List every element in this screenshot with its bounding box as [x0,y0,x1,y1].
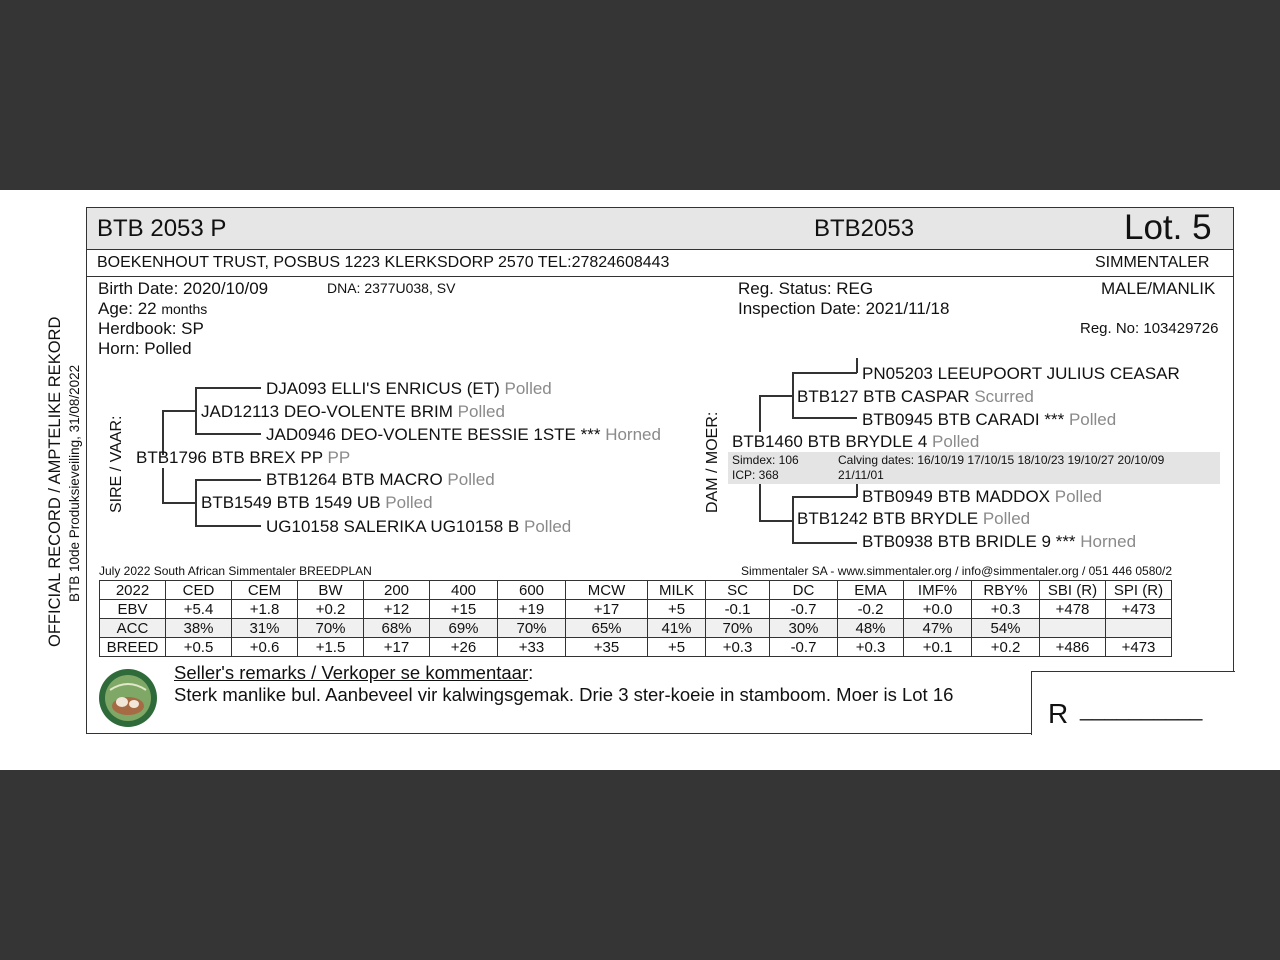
ebv-row [100,619,1172,638]
ss-trait: Polled [457,402,505,421]
ebv-table [99,580,1172,657]
dds-trait: Polled [1054,487,1103,506]
auction-label: BTB 10de Produksieveiling, 31/08/2022 [67,364,82,602]
pedigree-dds [862,487,1102,507]
ddd-name: BTB0938 BTB BRIDLE 9 *** [862,532,1076,551]
pedigree-dss [862,364,1180,384]
remarks-text: Sterk manlike bul. Aanbeveel vir kalwingsgemak. Drie 3 ster-koeie in stamboom. Moer is Lot 16 [174,684,954,705]
ebv-cell: 69% [430,619,498,638]
ebv-cell: +1.5 [298,638,364,657]
breed-name: SIMMENTALER [1095,254,1210,271]
ebv-header-cell: EMA [838,581,904,600]
card-header [87,208,1233,250]
ebv-header-cell: DC [770,581,838,600]
dsd-name: BTB0945 BTB CARADI *** [862,410,1065,429]
pedigree-sd [201,493,433,513]
dds-name: BTB0949 BTB MADDOX [862,487,1051,506]
ebv-cell: +0.3 [972,600,1040,619]
sdd-name: UG10158 SALERIKA UG10158 B [266,517,520,536]
ebv-cell: +17 [364,638,430,657]
ebv-cell: -0.2 [838,600,904,619]
animal-name: BTB 2053 P [97,215,227,242]
calving-dates-cont: 21/11/01 [838,468,884,482]
inspection-date: Inspection Date: 2021/11/18 [738,299,950,318]
ebv-header-cell: SC [706,581,770,600]
sd-name: BTB1549 BTB 1549 UB [201,493,381,512]
ebv-cell: +5 [648,638,706,657]
ebv-cell: 70% [498,619,566,638]
ssd-name: JAD0946 DEO-VOLENTE BESSIE 1STE *** [266,425,601,444]
pedigree-ssd [266,425,661,445]
ebv-header-cell: 600 [498,581,566,600]
animal-id: BTB2053 [814,215,915,242]
ebv-header-cell: CED [166,581,232,600]
ebv-cell [1106,619,1172,638]
sire-name: BTB1796 BTB BREX PP [136,448,323,467]
ebv-cell: -0.1 [706,600,770,619]
ebv-cell: +473 [1106,638,1172,657]
sd-trait: Polled [385,493,433,512]
ebv-cell: 65% [566,619,648,638]
breedplan-source: July 2022 South African Simmentaler BREEDPLAN [99,564,372,578]
ebv-cell: +19 [498,600,566,619]
age-unit: months [161,301,208,317]
age [98,299,207,319]
ebv-cell: 38% [166,619,232,638]
sdd-trait: Polled [524,517,572,536]
ebv-cell: 47% [904,619,972,638]
ds-trait: Scurred [974,387,1034,406]
lot-number: Lot. 5 [1124,208,1212,247]
pedigree-ss [201,402,505,422]
ebv-cell: +473 [1106,600,1172,619]
ebv-cell: +0.3 [838,638,904,657]
ebv-cell: +0.2 [298,600,364,619]
ebv-cell: +1.8 [232,600,298,619]
horn-status: Horn: Polled [98,339,192,358]
ebv-row-label: BREED [100,638,166,657]
ebv-row-label: ACC [100,619,166,638]
ebv-header-cell: SBI (R) [1040,581,1106,600]
ebv-cell: +5 [648,600,706,619]
pedigree-sss [266,379,552,399]
catalogue-sheet [0,190,1280,770]
dam-trait: Polled [932,432,980,451]
ebv-cell: 30% [770,619,838,638]
pedigree-ds [797,387,1034,407]
ds-name: BTB127 BTB CASPAR [797,387,970,406]
ebv-cell: 54% [972,619,1040,638]
pedigree-dsd [862,410,1116,430]
icp: ICP: 368 [732,468,779,482]
ebv-cell: +0.0 [904,600,972,619]
ebv-cell: 31% [232,619,298,638]
pedigree-ddd [862,532,1136,552]
remarks-heading [174,662,533,684]
ebv-row [100,638,1172,657]
ebv-header-cell: SPI (R) [1106,581,1172,600]
sds-name: BTB1264 BTB MACRO [266,470,443,489]
ebv-row [100,600,1172,619]
calving-dates: Calving dates: 16/10/19 17/10/15 18/10/23 19/10/27 20/10/09 [838,453,1165,467]
ebv-cell: 70% [706,619,770,638]
ebv-header-row [100,581,1172,600]
ebv-cell: +486 [1040,638,1106,657]
dam-name: BTB1460 BTB BRYDLE 4 [732,432,928,451]
ebv-cell: 70% [298,619,364,638]
ebv-cell: +12 [364,600,430,619]
ebv-cell: +5.4 [166,600,232,619]
sex: MALE/MANLIK [1101,279,1216,298]
sds-trait: Polled [447,470,495,489]
society-logo [98,668,158,728]
ebv-header-cell: 400 [430,581,498,600]
ebv-cell: +17 [566,600,648,619]
ss-name: JAD12113 DEO-VOLENTE BRIM [201,402,453,421]
ebv-header-cell: BW [298,581,364,600]
pedigree-sdd [266,517,571,537]
ebv-cell: +0.2 [972,638,1040,657]
remarks-heading-text: Seller's remarks / Verkoper se kommentaar [174,662,529,683]
ebv-cell: 48% [838,619,904,638]
ebv-header-cell: 200 [364,581,430,600]
reg-number: Reg. No: 103429726 [1080,320,1219,337]
ebv-header-cell: CEM [232,581,298,600]
ebv-cell: +15 [430,600,498,619]
ssd-trait: Horned [605,425,661,444]
ebv-cell: +0.1 [904,638,972,657]
price-currency: R [1048,698,1069,729]
price-field[interactable]: __________ [1080,696,1203,721]
ebv-header-cell: 2022 [100,581,166,600]
sire-label: SIRE / VAAR: [108,415,125,513]
ebv-cell: +35 [566,638,648,657]
ebv-cell: -0.7 [770,600,838,619]
ebv-row-label: EBV [100,600,166,619]
simdex: Simdex: 106 [732,453,799,467]
ddd-trait: Horned [1080,532,1137,551]
official-record-label: OFFICIAL RECORD / AMPTELIKE REKORD [46,316,64,647]
ebv-cell: 68% [364,619,430,638]
herdbook: Herdbook: SP [98,319,204,338]
dam-label: DAM / MOER: [704,411,721,513]
dss-name: PN05203 LEEUPOORT JULIUS CEASAR [862,364,1180,383]
reg-status: Reg. Status: REG [738,279,874,298]
ebv-cell: +26 [430,638,498,657]
pedigree-dam [732,432,979,452]
ebv-cell: +0.6 [232,638,298,657]
birth-date: Birth Date: 2020/10/09 [98,279,269,298]
age-value: Age: 22 [98,299,157,318]
ebv-header-cell: RBY% [972,581,1040,600]
ebv-header-cell: MCW [566,581,648,600]
dsd-trait: Polled [1068,410,1117,429]
ebv-cell: +0.5 [166,638,232,657]
society-contact: Simmentaler SA - www.simmentaler.org / info@simmentaler.org / 051 446 0580/2 [741,564,1173,578]
ebv-header-cell: MILK [648,581,706,600]
owner-address: BOEKENHOUT TRUST, POSBUS 1223 KLERKSDORP 2570 TEL:27824608443 [97,254,670,271]
remarks-heading-colon: : [528,662,534,683]
pedigree-sire [136,448,350,468]
sire-trait: PP [327,448,351,467]
sss-trait: Polled [504,379,552,398]
ebv-cell: +33 [498,638,566,657]
ebv-cell: 41% [648,619,706,638]
pedigree-dd [797,509,1030,529]
ebv-cell: -0.7 [770,638,838,657]
ebv-cell: +0.3 [706,638,770,657]
pedigree-sds [266,470,495,490]
ebv-cell [1040,619,1106,638]
ebv-header-cell: IMF% [904,581,972,600]
dd-trait: Polled [982,509,1031,528]
sss-name: DJA093 ELLI'S ENRICUS (ET) [266,379,500,398]
dna-info: DNA: 2377U038, SV [327,280,456,296]
dd-name: BTB1242 BTB BRYDLE [797,509,979,528]
ebv-cell: +478 [1040,600,1106,619]
